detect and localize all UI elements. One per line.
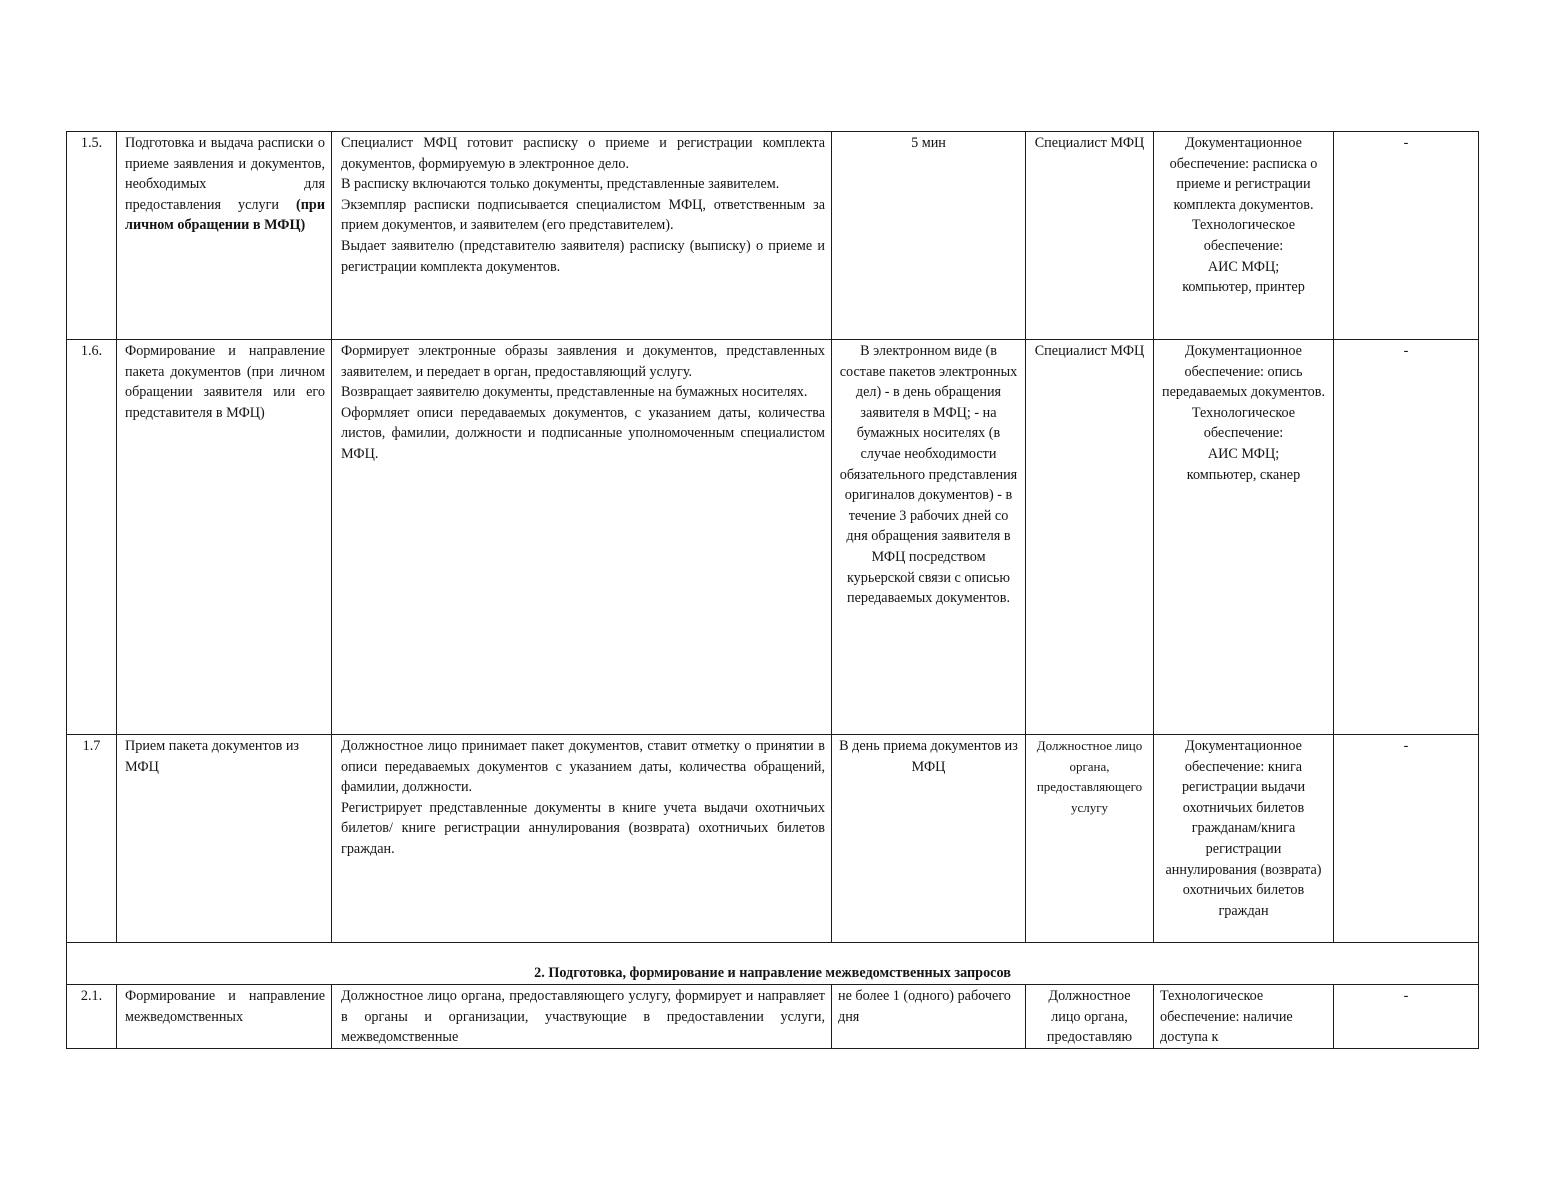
step-forms: - — [1334, 735, 1479, 943]
step-forms: - — [1334, 340, 1479, 735]
resource-line: Технологическое обеспечение: — [1191, 404, 1296, 442]
table-row — [67, 340, 1479, 735]
step-executor: Специалист МФЦ — [1026, 132, 1154, 340]
step-resources — [1154, 340, 1334, 735]
step-duration: не более 1 (одного) рабочего дня — [832, 985, 1026, 1049]
description-paragraph: Должностное лицо принимает пакет документов, ставит отметку о принятии в описи передаваемых документов с указанием даты, количества обращений, фамилии, должности. — [341, 738, 825, 796]
step-number: 2.1. — [67, 985, 117, 1049]
step-name-text: Подготовка и выдача расписки о приеме заявления и документов, необходимых для предоставления услуги — [125, 135, 325, 213]
step-duration: 5 мин — [832, 132, 1026, 340]
section-title: 2. Подготовка, формирование и направление межведомственных запросов — [67, 943, 1479, 985]
step-executor: Должностное лицо органа, предоставляющего услугу — [1026, 735, 1154, 943]
description-paragraph: Экземпляр расписки подписывается специалистом МФЦ, ответственным за прием документов, и заявителем (его представителем). — [341, 196, 825, 234]
step-description: Должностное лицо органа, предоставляющего услугу, формирует и направляет в органы и организации, участвующие в предоставлении услуги, межведомственные — [332, 985, 832, 1049]
resource-line: Технологическое обеспечение: — [1191, 217, 1296, 254]
step-description — [332, 132, 832, 340]
resource-line: Документационное обеспечение: расписка о приеме и регистрации комплекта документов. — [1169, 135, 1318, 213]
description-paragraph: Возвращает заявителю документы, представленные на бумажных носителях. — [341, 384, 808, 401]
description-paragraph: Специалист МФЦ готовит расписку о приеме и регистрации комплекта документов, формируемую в электронное дело. — [341, 135, 825, 172]
step-name: Формирование и направление пакета документов (при личном обращении заявителя или его представителя в МФЦ) — [117, 340, 332, 735]
step-executor: Специалист МФЦ — [1026, 340, 1154, 735]
table-row — [67, 132, 1479, 340]
step-forms: - — [1334, 985, 1479, 1049]
step-number: 1.7 — [67, 735, 117, 943]
step-duration: В электронном виде (в составе пакетов электронных дел) - в день обращения заявителя в МФЦ; - на бумажных носителях (в случае необходимости обязательного представления оригиналов документов) - в течение 3 рабочих дней со дня обращения заявителя в МФЦ посредством курьерской связи с описью передаваемых документов. — [832, 340, 1026, 735]
step-name: Прием пакета документов из МФЦ — [117, 735, 332, 943]
step-description — [332, 340, 832, 735]
process-table — [66, 131, 1479, 1049]
step-forms: - — [1334, 132, 1479, 340]
step-number: 1.5. — [67, 132, 117, 340]
step-number: 1.6. — [67, 340, 117, 735]
step-name: Формирование и направление межведомственных — [117, 985, 332, 1049]
description-paragraph: В расписку включаются только документы, представленные заявителем. — [341, 176, 780, 193]
resource-line: АИС МФЦ; — [1207, 258, 1280, 275]
resource-line: Документационное обеспечение: опись передаваемых документов. — [1162, 343, 1325, 401]
step-name — [117, 132, 332, 340]
step-resources: Технологическое обеспечение: наличие доступа к — [1154, 985, 1334, 1049]
step-name-emphasis: (при личном обращении в МФЦ) — [125, 196, 325, 234]
section-header-row — [67, 943, 1479, 985]
step-executor: Должностное лицо органа, предоставляю — [1026, 985, 1154, 1049]
table-row — [67, 985, 1479, 1049]
description-paragraph: Регистрирует представленные документы в книге учета выдачи охотничьих билетов/ книге регистрации аннулирования (возврата) охотничьих билетов граждан. — [341, 799, 825, 857]
step-resources: Документационное обеспечение: книга регистрации выдачи охотничьих билетов гражданам/книга регистрации аннулирования (возврата) охотничьих билетов граждан — [1154, 735, 1334, 943]
resource-line: компьютер, сканер — [1186, 466, 1301, 483]
step-description — [332, 735, 832, 943]
table-row — [67, 735, 1479, 943]
description-paragraph: Оформляет описи передаваемых документов, с указанием даты, количества листов, фамилии, должности и подписанные уполномоченным специалистом МФЦ. — [341, 404, 825, 462]
description-paragraph: Выдает заявителю (представителю заявителя) расписку (выписку) о приеме и регистрации комплекта документов. — [341, 237, 825, 275]
step-resources — [1154, 132, 1334, 340]
step-duration: В день приема документов из МФЦ — [832, 735, 1026, 943]
description-paragraph: Формирует электронные образы заявления и документов, представленных заявителем, и передает в орган, предоставляющий услугу. — [341, 343, 825, 380]
resource-line: АИС МФЦ; — [1207, 445, 1280, 462]
resource-line: компьютер, принтер — [1182, 279, 1305, 296]
